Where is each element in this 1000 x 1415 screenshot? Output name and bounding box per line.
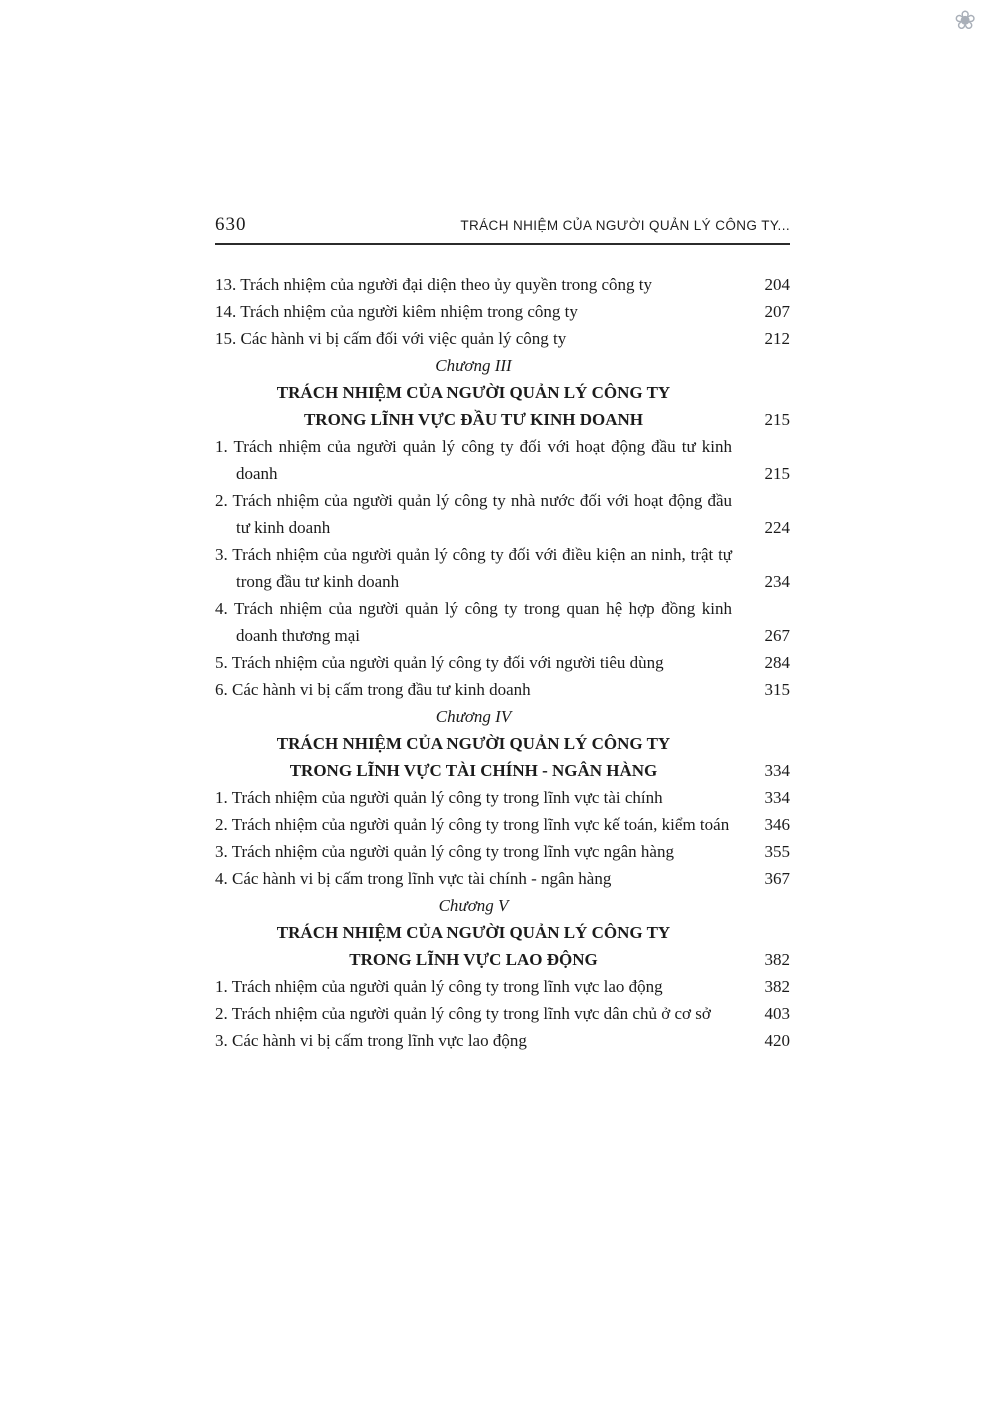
- chapter-title-line: [215, 406, 790, 433]
- toc-entry-text: 2. Trách nhiệm của người quản lý công ty trong lĩnh vực dân chủ ở cơ sở: [215, 1004, 711, 1023]
- chapter-title-text: TRÁCH NHIỆM CỦA NGƯỜI QUẢN LÝ CÔNG TY: [276, 383, 671, 402]
- toc-entry-page: 420: [764, 1031, 790, 1050]
- chapter-title-text: TRONG LĨNH VỰC ĐẦU TƯ KINH DOANH: [303, 410, 644, 429]
- running-title: TRÁCH NHIỆM CỦA NGƯỜI QUẢN LÝ CÔNG TY...: [460, 218, 790, 233]
- chapter-label: [215, 352, 790, 379]
- chapter-label: [215, 703, 790, 730]
- toc-entry: [215, 487, 790, 541]
- toc-entry: [215, 811, 790, 838]
- toc-entry-page: 267: [764, 626, 790, 645]
- florette-icon: ❀: [954, 6, 976, 35]
- toc-entry-page: 315: [764, 680, 790, 699]
- toc-entry-text: 2. Trách nhiệm của người quản lý công ty trong lĩnh vực kế toán, kiểm toán: [215, 815, 730, 834]
- chapter-title-line: [215, 379, 790, 406]
- toc-entry: [215, 433, 790, 487]
- toc-entry-page: 284: [764, 653, 790, 672]
- chapter-title-line: [215, 757, 790, 784]
- chapter-title-text: TRONG LĨNH VỰC TÀI CHÍNH - NGÂN HÀNG: [289, 761, 658, 780]
- toc-entry-text: 4. Các hành vi bị cấm trong lĩnh vực tài chính - ngân hàng: [215, 869, 612, 888]
- toc-entry: [215, 595, 790, 649]
- toc-entry-text: 3. Trách nhiệm của người quản lý công ty đối với điều kiện an ninh, trật tự trong đầu tư kinh doanh: [215, 545, 732, 591]
- toc-entry-page: 224: [764, 518, 790, 537]
- toc-entry-page: 367: [764, 869, 790, 888]
- chapter-title-line: [215, 946, 790, 973]
- toc-entry-page: 215: [764, 464, 790, 483]
- toc-entry-page: 346: [764, 815, 790, 834]
- toc-entry: [215, 541, 790, 595]
- toc-entry: [215, 271, 790, 298]
- toc-entry: [215, 865, 790, 892]
- table-of-contents: [215, 271, 790, 1054]
- toc-entry: [215, 298, 790, 325]
- chapter-label-text: Chương III: [435, 356, 512, 375]
- toc-entry-text: 3. Các hành vi bị cấm trong lĩnh vực lao động: [215, 1031, 527, 1050]
- toc-entry: [215, 1027, 790, 1054]
- chapter-title-page: 215: [764, 410, 790, 429]
- toc-entry: [215, 838, 790, 865]
- toc-entry: [215, 325, 790, 352]
- toc-entry-page: 382: [764, 977, 790, 996]
- toc-entry-page: 204: [764, 275, 790, 294]
- toc-entry: [215, 1000, 790, 1027]
- page-number: 630: [215, 214, 247, 235]
- chapter-title-page: 382: [764, 950, 790, 969]
- chapter-title-text: TRÁCH NHIỆM CỦA NGƯỜI QUẢN LÝ CÔNG TY: [276, 734, 671, 753]
- toc-entry-text: 13. Trách nhiệm của người đại diện theo ủy quyền trong công ty: [215, 275, 652, 294]
- chapter-label-text: Chương IV: [435, 707, 512, 726]
- chapter-title-text: TRONG LĨNH VỰC LAO ĐỘNG: [349, 950, 598, 969]
- toc-entry-text: 1. Trách nhiệm của người quản lý công ty trong lĩnh vực lao động: [215, 977, 663, 996]
- toc-entry-page: 403: [764, 1004, 790, 1023]
- toc-entry-page: 334: [764, 788, 790, 807]
- chapter-title-line: [215, 919, 790, 946]
- chapter-label-text: Chương V: [438, 896, 509, 915]
- toc-entry-page: 212: [764, 329, 790, 348]
- toc-entry-text: 3. Trách nhiệm của người quản lý công ty trong lĩnh vực ngân hàng: [215, 842, 674, 861]
- toc-entry-page: 234: [764, 572, 790, 591]
- chapter-title-line: [215, 730, 790, 757]
- toc-entry: [215, 973, 790, 1000]
- toc-entry-text: 1. Trách nhiệm của người quản lý công ty đối với hoạt động đầu tư kinh doanh: [215, 437, 732, 483]
- toc-entry: [215, 784, 790, 811]
- toc-entry: [215, 649, 790, 676]
- running-header: [215, 214, 790, 245]
- toc-entry-text: 15. Các hành vi bị cấm đối với việc quản lý công ty: [215, 329, 567, 348]
- page-content: [215, 214, 790, 1054]
- toc-entry-text: 5. Trách nhiệm của người quản lý công ty đối với người tiêu dùng: [215, 653, 664, 672]
- chapter-title-page: 334: [764, 761, 790, 780]
- toc-entry-text: 14. Trách nhiệm của người kiêm nhiệm trong công ty: [215, 302, 578, 321]
- chapter-title-text: TRÁCH NHIỆM CỦA NGƯỜI QUẢN LÝ CÔNG TY: [276, 923, 671, 942]
- chapter-label: [215, 892, 790, 919]
- toc-entry-text: 6. Các hành vi bị cấm trong đầu tư kinh doanh: [215, 680, 531, 699]
- toc-entry-page: 355: [764, 842, 790, 861]
- toc-entry-text: 2. Trách nhiệm của người quản lý công ty nhà nước đối với hoạt động đầu tư kinh doanh: [215, 491, 732, 537]
- toc-entry-page: 207: [764, 302, 790, 321]
- toc-entry-text: 4. Trách nhiệm của người quản lý công ty trong quan hệ hợp đồng kinh doanh thương mại: [215, 599, 732, 645]
- toc-entry-text: 1. Trách nhiệm của người quản lý công ty trong lĩnh vực tài chính: [215, 788, 663, 807]
- toc-entry: [215, 676, 790, 703]
